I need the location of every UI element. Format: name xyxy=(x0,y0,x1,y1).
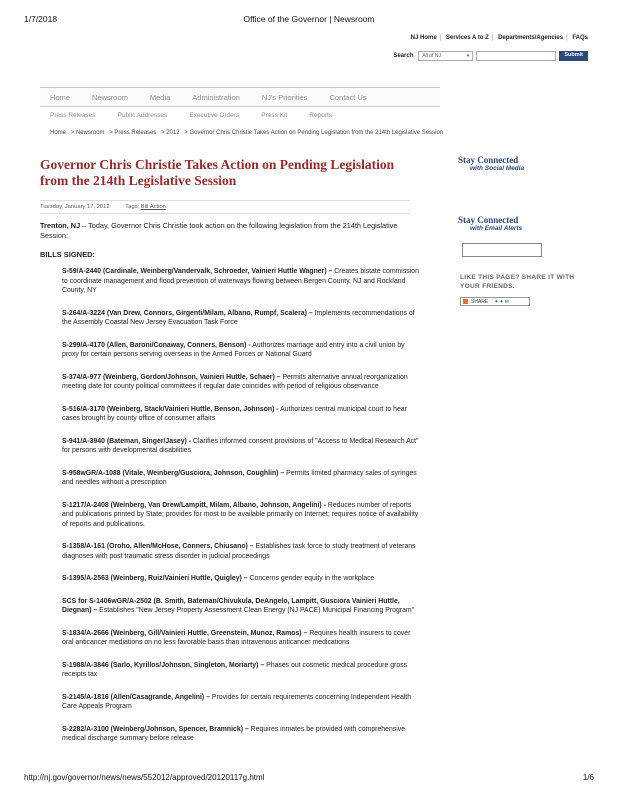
article-date: Tuesday, January 17, 2012 xyxy=(40,204,110,210)
search-label: Search xyxy=(393,53,414,59)
bill-id: S-299/A-4170 (Allen, Baroni/Conaway, Conners, Benson) - xyxy=(62,341,251,349)
bill-item xyxy=(62,661,422,680)
util-link-nj-home[interactable]: NJ Home xyxy=(410,35,437,41)
page-number: 1/6 xyxy=(582,773,594,782)
bill-id: S-941/A-3940 (Bateman, Singer/Jasey) - xyxy=(62,437,192,445)
breadcrumb-item[interactable]: > Press Releases xyxy=(109,130,157,136)
print-title: Office of the Governor | Newsroom xyxy=(243,14,375,24)
bill-item xyxy=(62,542,422,561)
subnav-executive-orders[interactable]: Executive Orders xyxy=(189,112,240,119)
search-scope-value: All of NJ xyxy=(422,53,441,59)
bill-item xyxy=(62,405,422,424)
main-nav xyxy=(40,87,440,107)
lede-text: – Today, Governor Chris Christie took action on the following legislation from the 214th Legislative Session: xyxy=(40,221,398,240)
sidebar xyxy=(458,155,598,305)
print-header xyxy=(24,14,594,28)
bill-item xyxy=(62,693,422,712)
tags-label: Tags: xyxy=(125,204,140,210)
bill-description: Establishes task force to study treatment of veterans diagnoses with post traumatic stress disorder in judicial proceedings xyxy=(62,543,416,560)
print-url: http://nj.gov/governor/news/news/552012/approved/20120117g.html xyxy=(24,773,265,782)
bill-id: S-2145/A-1816 (Allen/Casagrande, Angelini) – xyxy=(62,693,210,701)
bill-description: Requires health insurers to cover oral anticancer mediations on no less favorable basis than intravenous anticancer medications xyxy=(62,629,411,646)
bill-id: S-958wGR/A-1088 (Vitale, Weinberg/Gusciora, Johnson, Coughlin) – xyxy=(62,469,285,477)
breadcrumb-current: > Governor Chris Christie Takes Action on Pending Legislation from the 214th Legislative Session xyxy=(184,130,444,136)
bill-description: Creates bistate commission to coordinate management and flood prevention of waterways flowing between Bergen County, NJ and Rockland County, NY xyxy=(62,268,419,294)
util-link-departments[interactable]: Departments/Agencies xyxy=(498,35,564,41)
bill-item xyxy=(62,597,422,616)
breadcrumb-item[interactable]: Home xyxy=(50,130,67,136)
bill-item xyxy=(62,267,422,296)
sub-nav xyxy=(50,112,354,119)
social-subtitle[interactable]: with Social Media xyxy=(470,165,525,172)
social-icons: ✦✦✉ xyxy=(494,298,510,305)
separator: | xyxy=(491,35,494,41)
email-subtitle: with Email Alerts xyxy=(470,225,523,232)
dateline: Trenton, NJ xyxy=(40,221,81,230)
breadcrumb xyxy=(50,130,446,136)
social-title[interactable]: Stay Connected xyxy=(458,155,519,165)
share-icon xyxy=(463,299,468,304)
nav-priorities[interactable]: NJ's Priorities xyxy=(261,92,308,102)
share-button[interactable] xyxy=(460,297,530,306)
bill-description: Reduces number of reports and publications printed by State; provides for most to be available primarily on Internet; requires notice of availability of reports and publications. xyxy=(62,501,419,528)
separator: | xyxy=(566,35,568,41)
print-date: 1/7/2018 xyxy=(24,14,58,24)
bill-id: S-1358/A-161 (Oroho, Allen/McHose, Conners, Chiusano) – xyxy=(62,543,254,550)
bill-item xyxy=(62,309,422,328)
bill-item xyxy=(62,725,422,744)
breadcrumb-item[interactable]: > 2012 xyxy=(161,130,180,136)
bill-item xyxy=(62,373,422,392)
email-block xyxy=(458,215,522,232)
bill-item xyxy=(62,501,422,530)
bill-description: Concerns gender equity in the workplace xyxy=(249,575,375,582)
nav-media[interactable]: Media xyxy=(149,92,171,102)
email-field[interactable] xyxy=(462,243,542,257)
share-prompt: LIKE THIS PAGE? SHARE IT WITH YOUR FRIENDS. xyxy=(460,274,575,290)
bill-item xyxy=(62,341,422,360)
bills-heading: BILLS SIGNED: xyxy=(40,250,96,259)
tag-link[interactable]: Bill Action xyxy=(140,204,166,210)
article-lede xyxy=(40,221,420,241)
bill-item xyxy=(62,437,422,456)
subnav-public-addresses[interactable]: Public Addresses xyxy=(117,112,168,119)
util-link-faqs[interactable]: FAQs xyxy=(572,35,588,41)
bill-id: S-1395/A-2563 (Weinberg, Ruiz/Vainieri Huttle, Quigley) – xyxy=(62,575,248,582)
separator: | xyxy=(439,35,442,41)
bill-description: Authorizes marriage and entry into a civil union by proxy for certain persons serving overseas in the Armed Forces or National Guard xyxy=(62,341,405,358)
subnav-press-releases[interactable]: Press Releases xyxy=(50,112,96,119)
bill-id: S-264/A-3224 (Van Drew, Connors, Girgenti/Milam, Albano, Rumpf, Scalera) – xyxy=(62,309,313,317)
search-bar xyxy=(393,50,588,62)
bill-id: SCS for S-1406wGR/A-2502 (B. Smith, Bateman/Chivukula, DeAngelo, Lampitt, Gusciora Vainieri Huttle, Diegnan) – xyxy=(62,597,400,614)
search-input[interactable] xyxy=(476,51,556,61)
bill-description: Authorizes central municipal court to hear cases brought by county office of consumer affairs xyxy=(62,405,407,422)
print-footer xyxy=(24,773,594,785)
bill-id: S-1834/A-2666 (Weinberg, Gill/Vainieri Huttle, Greenstein, Munoz, Ramos) – xyxy=(62,629,308,637)
search-scope-select[interactable] xyxy=(418,51,473,61)
bill-id: S-516/A-3170 (Weinberg, Stack/Vainieri Huttle, Benson, Johnson) - xyxy=(62,405,279,413)
subnav-press-kit[interactable]: Press Kit xyxy=(261,112,288,119)
search-submit-button[interactable]: Submit xyxy=(559,51,588,61)
utility-nav xyxy=(411,35,588,41)
bill-description: Establishes "New Jersey Property Assessment Clean Energy (NJ PACE) Municipal Financing Program" xyxy=(99,607,415,614)
nav-administration[interactable]: Administration xyxy=(192,92,240,102)
bill-description: Permits alternative annual reorganization meeting date for county political committees if regular date coincides with period of religious observance xyxy=(62,373,408,390)
bill-item xyxy=(62,574,422,584)
bill-id: S-374/A-977 (Weinberg, Gordon/Johnson, Vainieri Huttle, Schaer) – xyxy=(62,373,281,381)
bill-id: S-1988/A-3846 (Sarlo, Kyrillos/Johnson, Singleton, Moriarty) – xyxy=(62,661,265,669)
chevron-down-icon: ▾ xyxy=(466,53,470,59)
bill-id: S-59/A-2440 (Cardinale, Weinberg/Vandervalk, Schroeder, Vainieri Huttle Wagner) – xyxy=(62,268,333,275)
bills-list xyxy=(62,267,422,757)
bill-description: Permits limited pharmacy sales of syringes and needles without a prescription xyxy=(62,469,417,486)
nav-contact[interactable]: Contact Us xyxy=(329,92,367,102)
bill-item xyxy=(62,629,422,648)
bill-id: S-1217/A-2408 (Weinberg, Van Drew/Lampitt, Milam, Albano, Johnson, Angelini) - xyxy=(62,501,326,509)
social-block xyxy=(458,155,598,172)
bill-description: Provides for certain requirements concerning Independent Health Care Appeals Program xyxy=(62,693,412,710)
share-label: SHARE xyxy=(471,298,489,305)
bill-id: S-2282/A-3100 (Weinberg/Johnson, Spencer, Bramnick) – xyxy=(62,725,249,733)
nav-newsroom[interactable]: Newsroom xyxy=(92,92,128,102)
bill-item xyxy=(62,469,422,488)
page-title: Governor Chris Christie Takes Action on Pending Legislation from the 214th Legislative Session xyxy=(40,157,395,188)
bill-description: Clarifies informed consent provisions of "Access to Medical Research Act" for persons with developmental disabilities xyxy=(62,437,419,454)
subnav-reports[interactable]: Reports xyxy=(309,112,333,119)
util-link-services[interactable]: Services A to Z xyxy=(445,35,489,41)
email-title: Stay Connected xyxy=(458,215,519,225)
breadcrumb-item[interactable]: > Newsroom xyxy=(70,130,105,136)
article-meta xyxy=(40,200,410,214)
bill-description: Phases out cosmetic medical procedure gross receipts tax xyxy=(62,661,408,678)
nav-home[interactable]: Home xyxy=(50,92,71,102)
bill-description: Requires inmates be provided with comprehensive medical discharge summary before release xyxy=(62,725,406,742)
bill-description: Implements recommendations of the Assembly Coastal New Jersey Evacuation Task Force xyxy=(62,309,415,326)
